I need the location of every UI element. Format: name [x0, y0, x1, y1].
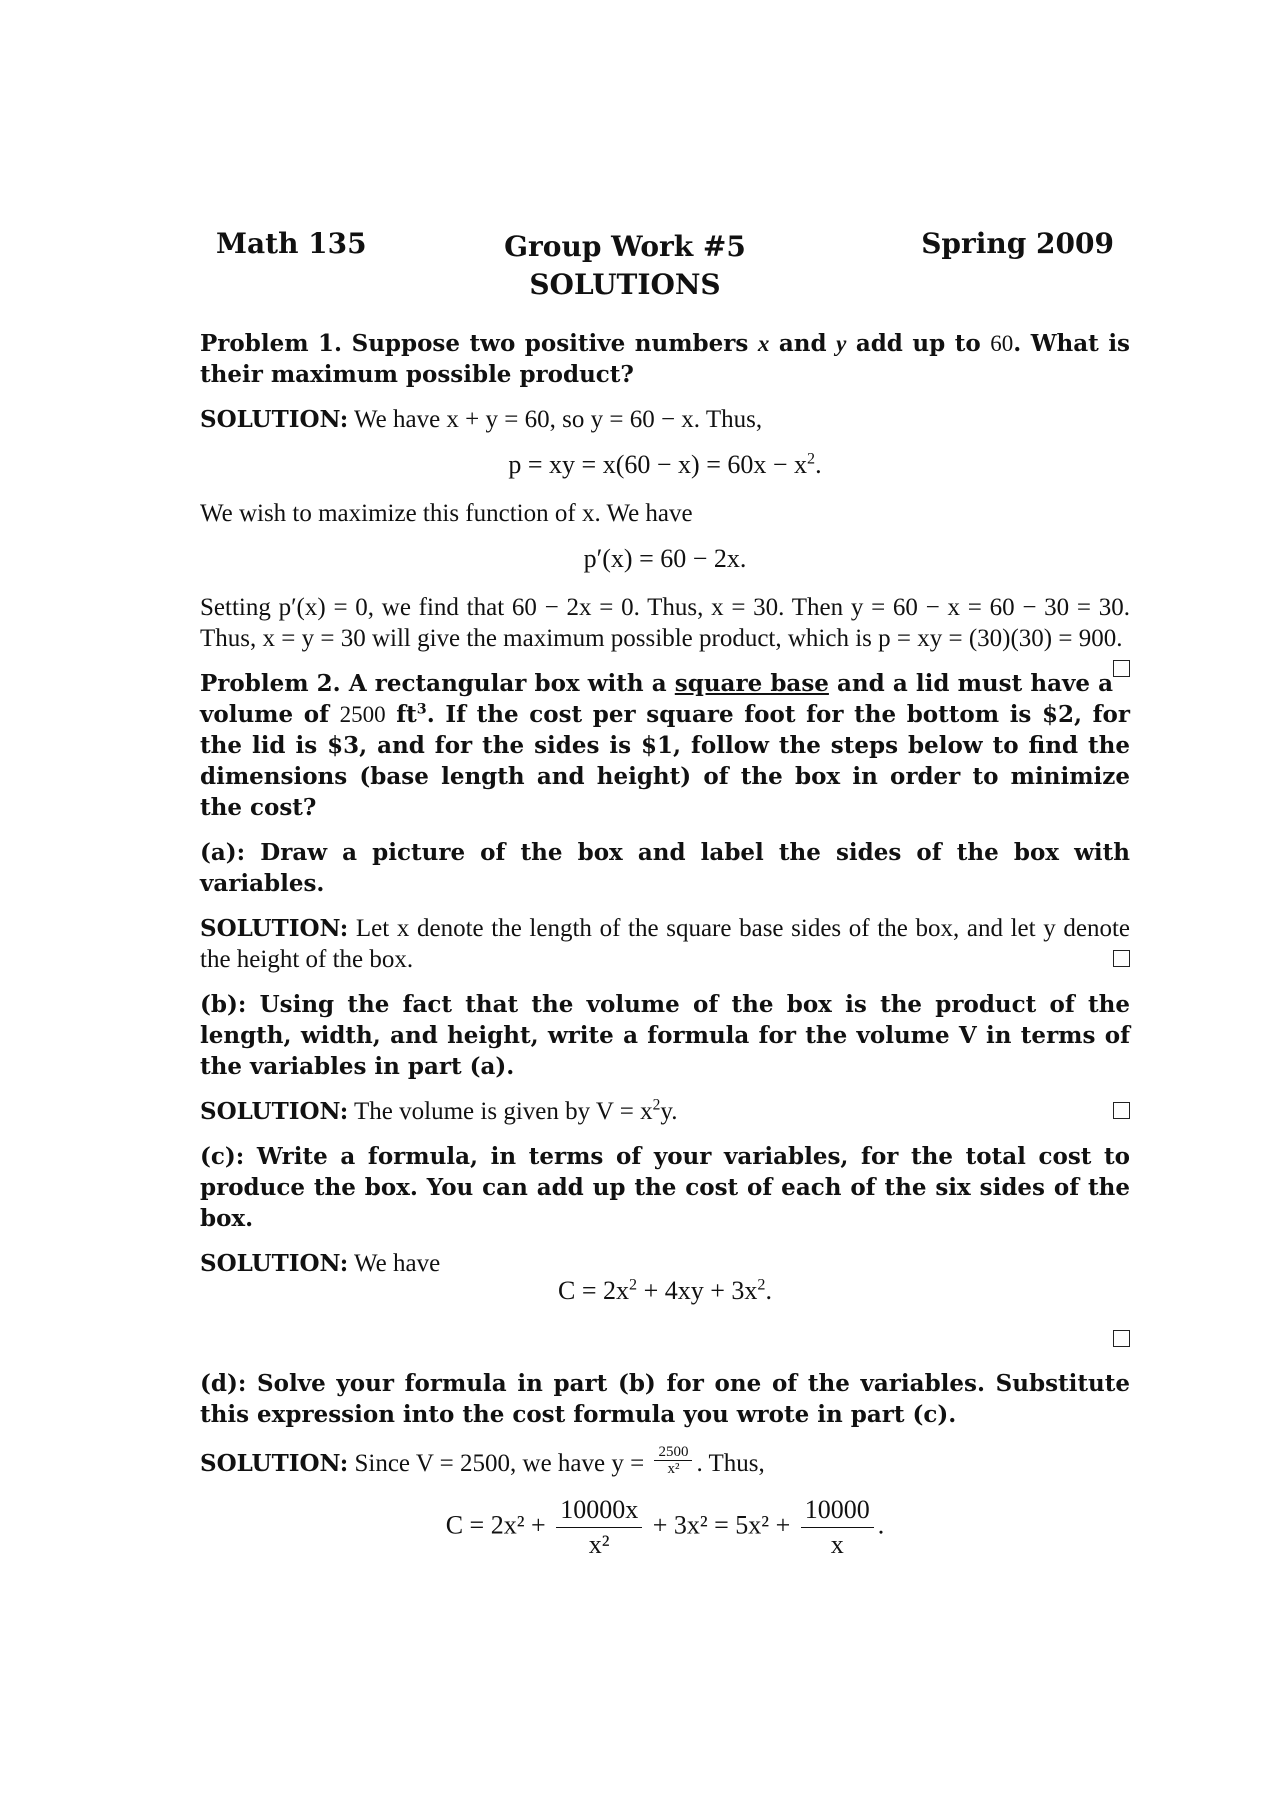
- document-title: [450, 228, 800, 304]
- problem-2c-solution: SOLUTION: We have: [200, 1250, 441, 1277]
- problem-2c-question: (c): Write a formula, in terms of your variables, for the total cost to produce the box. You can add up the cost of each of the six sides of the box.: [200, 1143, 1130, 1232]
- problem-2-label: Problem 2.: [200, 670, 341, 697]
- problem-1-label: Problem 1.: [200, 330, 343, 357]
- document-page: [200, 228, 1130, 1580]
- solution-label: SOLUTION:: [200, 1450, 349, 1477]
- problem-2-statement: Problem 2. A rectangular box with a square base and a lid must have a volume of 2500 $ft^3$. If the cost per square foot for the bottom is $2, for the lid is $3, and for the sides is $1, follow the steps below to find the dimensions (base length and height) of the box in order to minimize the cost?: [200, 670, 1130, 821]
- problem-1-statement: Problem 1. Suppose two positive numbers x and y add up to 60. What is their maximum possible product?: [200, 330, 1130, 388]
- problem-1-solution-conclusion: Setting p′(x) = 0, we find that 60 − 2x = 0. Thus, x = 30. Then y = 60 − x = 60 − 30 = 30. Thus, x = y = 30 will give the maximum possible product, which is p = xy = (30)(30) = 900.: [200, 592, 1130, 654]
- fraction-term-1: $\frac{10000x}{\text{x²}}$: [556, 1493, 642, 1562]
- term: Spring 2009: [921, 227, 1114, 260]
- problem-2d-question: (d): Solve your formula in part (b) for one of the variables. Substitute this expression into the cost formula you wrote in part (c).: [200, 1370, 1130, 1428]
- fraction-y: $\frac{2500}{\text{x²}}$: [654, 1444, 692, 1477]
- problem-2a-question: (a): Draw a picture of the box and label the sides of the box with variables.: [200, 839, 1130, 897]
- course-name: Math 135: [216, 227, 367, 260]
- title-line-1: Group Work #5: [504, 230, 746, 263]
- problem-2b-solution: SOLUTION: The volume is given by $V = x^2y$.: [200, 1096, 1130, 1127]
- solution-label: SOLUTION:: [200, 915, 349, 942]
- document-header: [200, 228, 1130, 328]
- problem-1-solution-text: We wish to maximize this function of x. We have: [200, 500, 693, 527]
- qed-box-icon: [1113, 1102, 1130, 1119]
- qed-box-icon: [1113, 660, 1130, 677]
- solution-label: SOLUTION:: [200, 406, 349, 433]
- problem-2b-question: (b): Using the fact that the volume of the box is the product of the length, width, and height, write a formula for the volume V in terms of the variables in part (a).: [200, 991, 1130, 1080]
- equation-product: p = xy = $x(60 - x) = 60x - x^2$.: [508, 450, 822, 479]
- solution-label: SOLUTION:: [200, 1098, 349, 1125]
- fraction-term-2: $\frac{10000}{x}$: [801, 1493, 874, 1562]
- equation-cost-substituted: C = 2x² + $\frac{10000x}{\text{x²}}$ + 3x² = 5x² + $\frac{10000}{x}$ .: [200, 1493, 1130, 1562]
- solution-label: SOLUTION:: [200, 1250, 349, 1277]
- problem-1-solution-intro: SOLUTION: We have x + y = 60, so y = 60 − x. Thus,: [200, 406, 763, 433]
- qed-box-icon: [1113, 1330, 1130, 1347]
- title-line-2: SOLUTIONS: [529, 268, 721, 301]
- problem-2d-solution: SOLUTION: Since V = 2500, we have y = $\frac{2500}{\text{x²}}$ . Thus,: [200, 1444, 765, 1477]
- equation-cost: $C = 2x^2 + 4xy + 3x^2$.: [558, 1276, 772, 1305]
- problem-2a-solution: SOLUTION: Let x denote the length of the square base sides of the box, and let y denote the height of the box.: [200, 915, 1130, 973]
- equation-derivative: p′(x) = 60 − 2x.: [583, 544, 747, 573]
- qed-box-icon: [1113, 950, 1130, 967]
